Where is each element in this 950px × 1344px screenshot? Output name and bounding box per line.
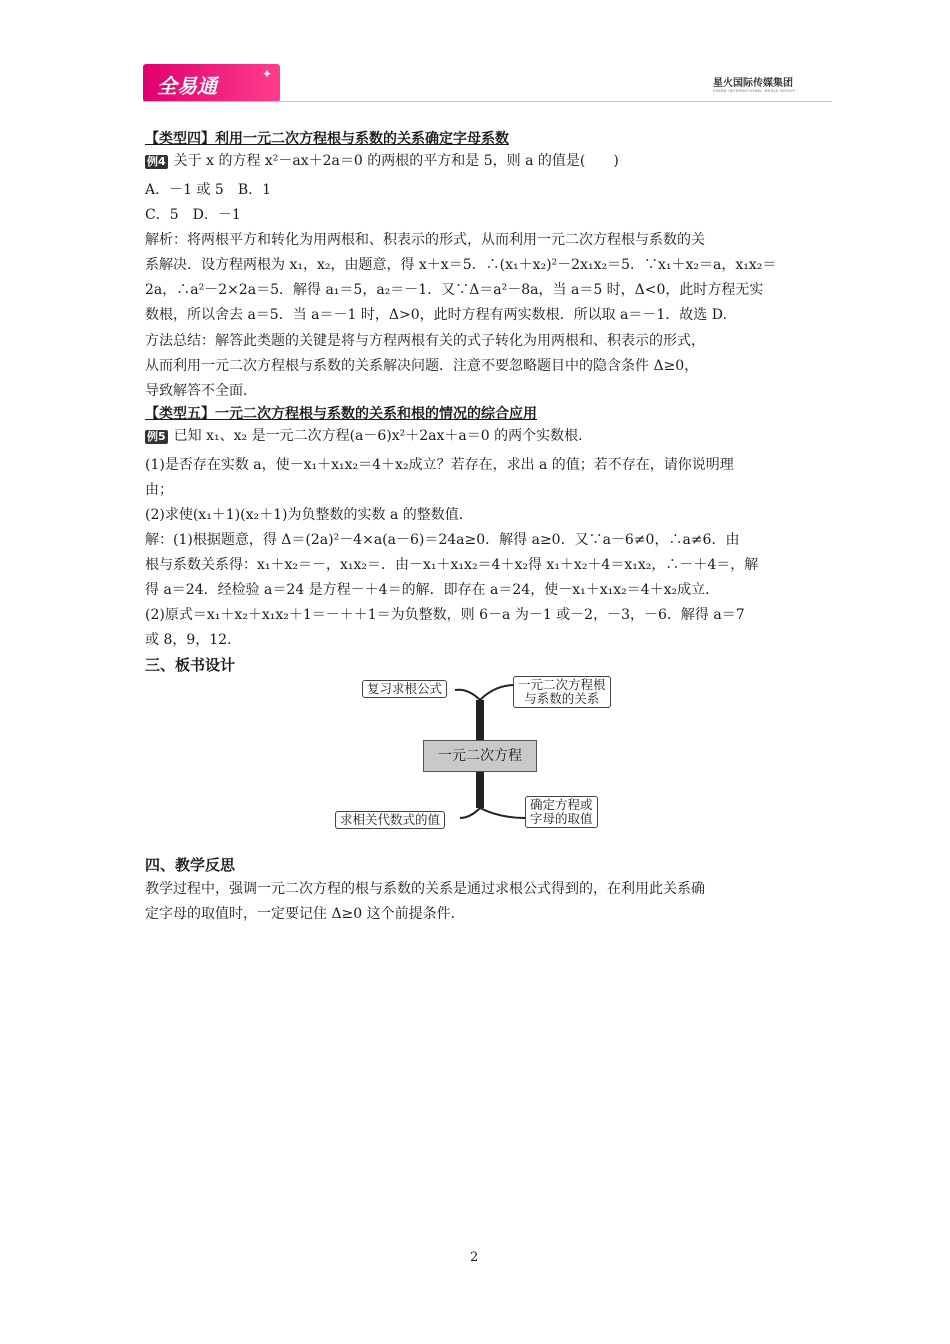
example4-options-1: A．－1 或 5 B．1 [145, 182, 272, 198]
example4-analysis: 数根，所以舍去 a＝5．当 a＝－1 时，Δ>0，此时方程有两实数根．所以取 a＝－1．故选 D. [145, 307, 727, 323]
example4-analysis: 系解决．设方程两根为 x₁，x₂，由题意，得 x＋x＝5．∴(x₁＋x₂)²－2x₁x₂＝5．∵x₁＋x₂＝a，x₁x₂＝ [145, 257, 777, 273]
publisher-name: 星火国际传媒集团 [713, 78, 793, 89]
example5-solution: 得 a＝24．经检验 a＝24 是方程－＋4＝的解．即存在 a＝24，使－x₁＋x₁x₂＝4＋x₂成立． [145, 582, 720, 598]
example4-question: 例4 关于 x 的方程 x²－ax＋2a＝0 的两根的平方和是 5，则 a 的值是( ) [147, 153, 619, 169]
example-tag: 例4 [147, 155, 166, 168]
diagram-node-review-formula: 复习求根公式 [362, 680, 447, 698]
brand-logo [143, 64, 280, 102]
reflection-text: 定字母的取值时，一定要记住 Δ≥0 这个前提条件． [145, 906, 465, 922]
section-heading: 四、教学反思 [145, 856, 236, 874]
diagram-node-root-coefficient: 一元二次方程根 与系数的关系 [513, 676, 611, 708]
diagram-node-determine-value: 确定方程或 字母的取值 [525, 796, 598, 828]
example5-solution: 根与系数关系得：x₁＋x₂＝－，x₁x₂＝．由－x₁＋x₁x₂＝4＋x₂得 x₁＋x₂＋4＝x₁x₂，∴－＋4＝，解 [145, 557, 759, 573]
type5-heading: 【类型五】一元二次方程根与系数的关系和根的情况的综合应用 [145, 406, 537, 422]
example-tag: 例5 [147, 430, 166, 443]
example5-part2: (2)求使(x₁＋1)(x₂＋1)为负整数的实数 a 的整数值． [145, 507, 473, 523]
publisher-name-en: SPARK INTERNATIONAL MEDIA GROUP [713, 89, 796, 93]
example4-analysis: 解析：将两根平方和转化为用两根和、积表示的形式，从而利用一元二次方程根与系数的关 [145, 232, 705, 248]
diagram-node-expression-value: 求相关代数式的值 [335, 811, 445, 829]
type4-heading: 【类型四】利用一元二次方程根与系数的关系确定字母系数 [145, 131, 509, 147]
method-summary: 方法总结：解答此类题的关键是将与方程两根有关的式子转化为用两根和、积表示的形式， [145, 333, 705, 349]
header-divider [143, 101, 832, 102]
reflection-text: 教学过程中，强调一元二次方程的根与系数的关系是通过求根公式得到的，在利用此关系确 [145, 881, 705, 897]
example5-solution: (2)原式＝x₁＋x₂＋x₁x₂＋1＝－＋＋1＝为负整数，则 6－a 为－1 或－2，－3，－6．解得 a＝7 [145, 607, 745, 623]
page-number: 2 [470, 1250, 479, 1265]
diagram-center-node: 一元二次方程 [423, 740, 537, 772]
example4-analysis: 2a，∴a²－2×2a＝5．解得 a₁＝5，a₂＝－1．又∵Δ＝a²－8a，当 a＝5 时，Δ<0，此时方程无实 [145, 282, 764, 298]
example5-part1: 由； [145, 482, 173, 498]
example5-part1: (1)是否存在实数 a，使－x₁＋x₁x₂＝4＋x₂成立？若存在，求出 a 的值；若不存在，请你说明理 [145, 457, 734, 473]
star-icon: ✦ [261, 67, 272, 81]
example5-solution: 解：(1)根据题意，得 Δ＝(2a)²－4×a(a－6)＝24a≥0．解得 a≥0．又∵a－6≠0，∴a≠6．由 [145, 532, 740, 548]
example4-options-2: C．5 D．－1 [145, 207, 241, 223]
section-heading: 三、板书设计 [145, 656, 236, 674]
example5-solution: 或 8，9，12． [145, 632, 242, 648]
method-summary: 从而利用一元二次方程根与系数的关系解决问题．注意不要忽略题目中的隐含条件 Δ≥0， [145, 358, 699, 374]
logo-text: 全易通 [157, 74, 217, 98]
example5-question: 例5 已知 x₁、x₂ 是一元二次方程(a－6)x²＋2ax＋a＝0 的两个实数根． [147, 428, 593, 444]
method-summary: 导致解答不全面． [145, 383, 257, 399]
